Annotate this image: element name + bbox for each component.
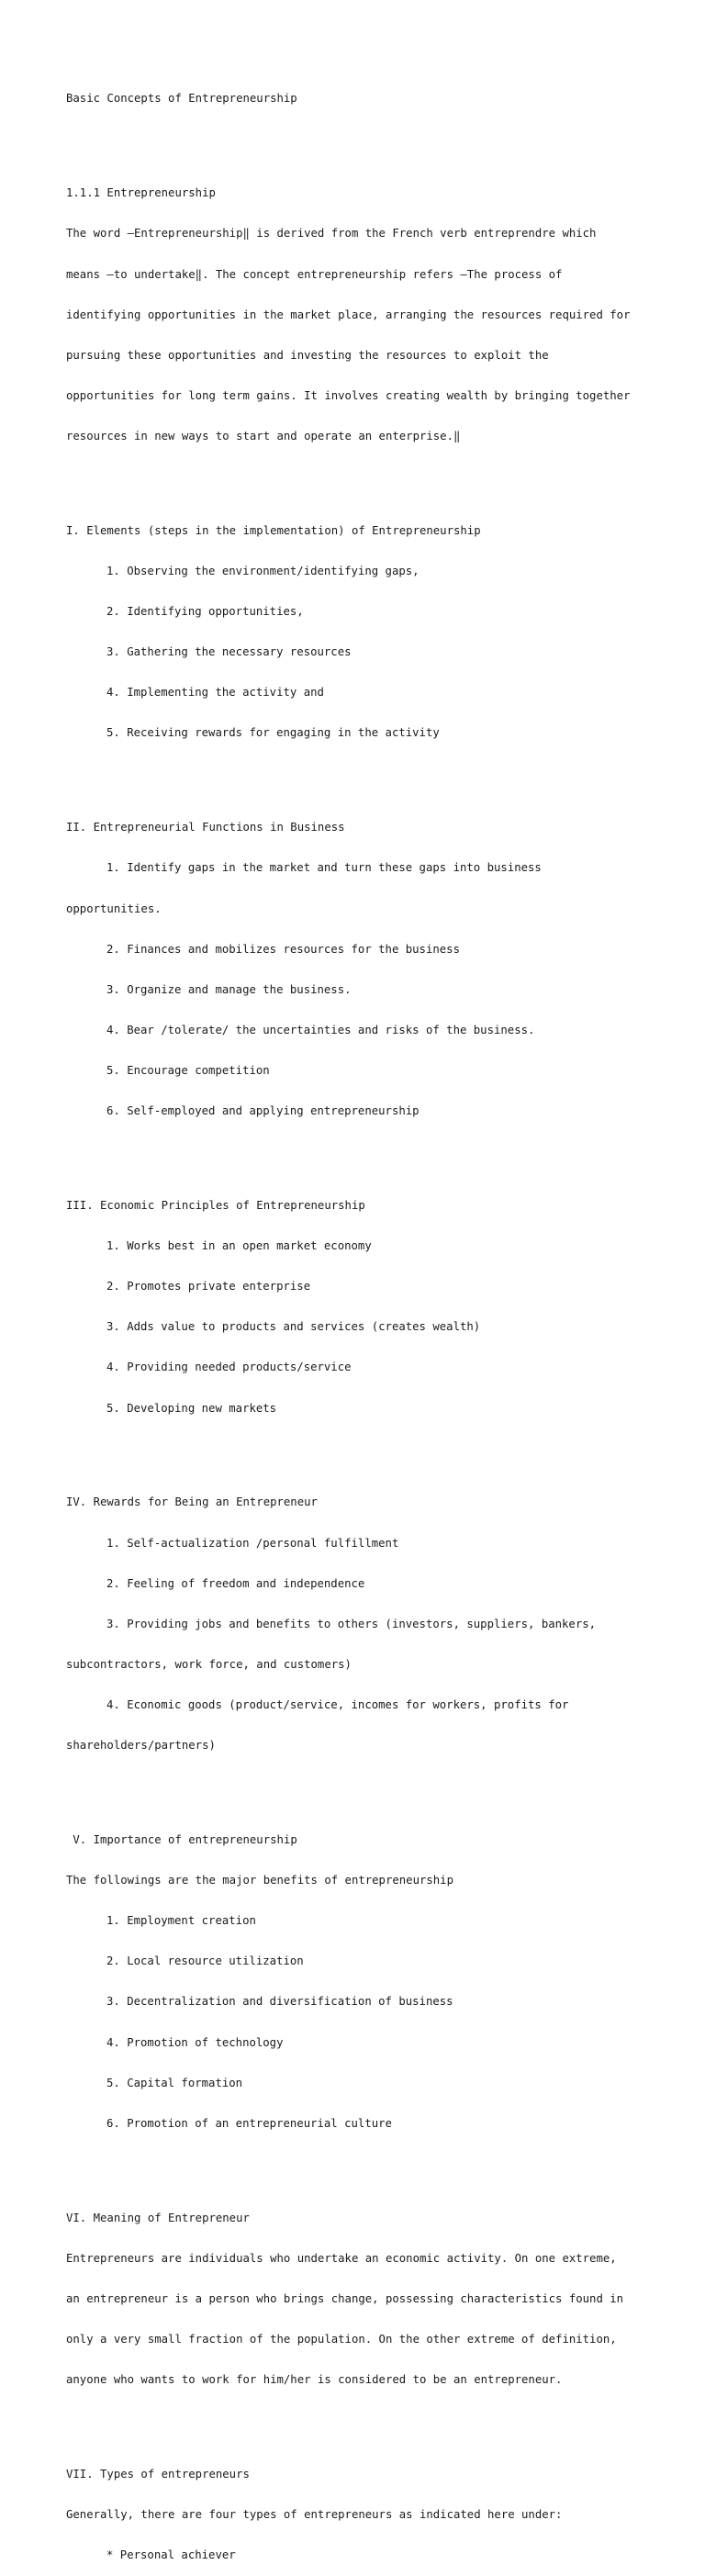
list-item: 3. Gathering the necessary resources: [106, 645, 352, 659]
list-item: 2. Promotes private enterprise: [106, 1280, 311, 1294]
paragraph-line: pursuing these opportunities and investing the resources to exploit the: [66, 348, 549, 362]
paragraph-line: resources in new ways to start and operate an enterprise.‖: [66, 429, 461, 442]
section-heading: 1.1.1 Entrepreneurship: [66, 186, 216, 200]
list-item: 2. Finances and mobilizes resources for the business: [106, 942, 460, 956]
blank-line: [66, 470, 690, 484]
list-item: 4. Implementing the activity and: [106, 686, 324, 700]
section-heading: I. Elements (steps in the implementation) of Entrepreneurship: [66, 523, 481, 537]
list-item: 1. Employment creation: [106, 1914, 256, 1928]
list-item: 4. Economic goods (product/service, incomes for workers, profits for: [106, 1698, 569, 1711]
paragraph-line: opportunities for long term gains. It involves creating wealth by bringing together: [66, 388, 631, 402]
list-item: 1. Identify gaps in the market and turn these gaps into business: [106, 861, 542, 875]
list-item: 4. Providing needed products/service: [106, 1361, 352, 1374]
list-item: 2. Feeling of freedom and independence: [106, 1576, 365, 1590]
list-item: 3. Adds value to products and services (creates wealth): [106, 1320, 481, 1334]
list-item: 6. Promotion of an entrepreneurial culture: [106, 2116, 392, 2130]
section-heading: V. Importance of entrepreneurship: [66, 1833, 297, 1847]
list-item: 1. Works best in an open market economy: [106, 1239, 372, 1253]
blank-line: [66, 1779, 690, 1793]
list-item-continuation: opportunities.: [66, 902, 162, 915]
section-heading: VII. Types of entrepreneurs: [66, 2468, 250, 2481]
list-item: 5. Capital formation: [106, 2076, 243, 2089]
paragraph-line: anyone who wants to work for him/her is considered to be an entrepreneur.: [66, 2373, 563, 2387]
section-heading: IV. Rewards for Being an Entrepreneur: [66, 1495, 318, 1509]
section-heading: III. Economic Principles of Entrepreneurship: [66, 1199, 365, 1212]
list-item-continuation: shareholders/partners): [66, 1739, 216, 1753]
paragraph-line: Entrepreneurs are individuals who undertake an economic activity. On one extreme,: [66, 2251, 617, 2265]
document-page: [66, 65, 690, 2576]
list-item: 5. Developing new markets: [106, 1401, 277, 1415]
paragraph-line: Generally, there are four types of entrepreneurs as indicated here under:: [66, 2508, 563, 2522]
blank-line: [66, 1442, 690, 1456]
list-item: 4. Bear /tolerate/ the uncertainties and risks of the business.: [106, 1023, 535, 1036]
list-item: 2. Local resource utilization: [106, 1954, 304, 1968]
list-item-continuation: subcontractors, work force, and customers): [66, 1657, 352, 1671]
paragraph-line: identifying opportunities in the market place, arranging the resources required for: [66, 308, 631, 321]
paragraph-line: an entrepreneur is a person who brings change, possessing characteristics found in: [66, 2291, 624, 2305]
document-title: Basic Concepts of Entrepreneurship: [66, 92, 297, 106]
list-item: * Personal achiever: [106, 2548, 236, 2562]
list-item: 4. Promotion of technology: [106, 2035, 284, 2049]
paragraph-line: The followings are the major benefits of entrepreneurship: [66, 1874, 453, 1887]
paragraph-line: means —to undertake‖. The concept entrepreneurship refers —The process of: [66, 267, 563, 281]
list-item: 1. Self-actualization /personal fulfillment: [106, 1536, 399, 1550]
list-item: 3. Organize and manage the business.: [106, 982, 352, 996]
blank-line: [66, 2414, 690, 2427]
list-item: 3. Decentralization and diversification of business: [106, 1995, 453, 2009]
blank-line: [66, 767, 690, 781]
list-item: 6. Self-employed and applying entrepreneurship: [106, 1104, 420, 1118]
section-heading: VI. Meaning of Entrepreneur: [66, 2211, 250, 2224]
list-item: 5. Encourage competition: [106, 1063, 270, 1077]
blank-line: [66, 2157, 690, 2171]
paragraph-line: only a very small fraction of the population. On the other extreme of definition,: [66, 2333, 617, 2346]
list-item: 3. Providing jobs and benefits to others (investors, suppliers, bankers,: [106, 1617, 597, 1630]
list-item: 1. Observing the environment/identifying gaps,: [106, 564, 420, 577]
list-item: 2. Identifying opportunities,: [106, 605, 304, 619]
blank-line: [66, 133, 690, 147]
section-heading: II. Entrepreneurial Functions in Business: [66, 821, 345, 834]
list-item: 5. Receiving rewards for engaging in the activity: [106, 726, 440, 740]
blank-line: [66, 1145, 690, 1159]
paragraph-line: The word —Entrepreneurship‖ is derived from the French verb entreprendre which: [66, 227, 597, 241]
